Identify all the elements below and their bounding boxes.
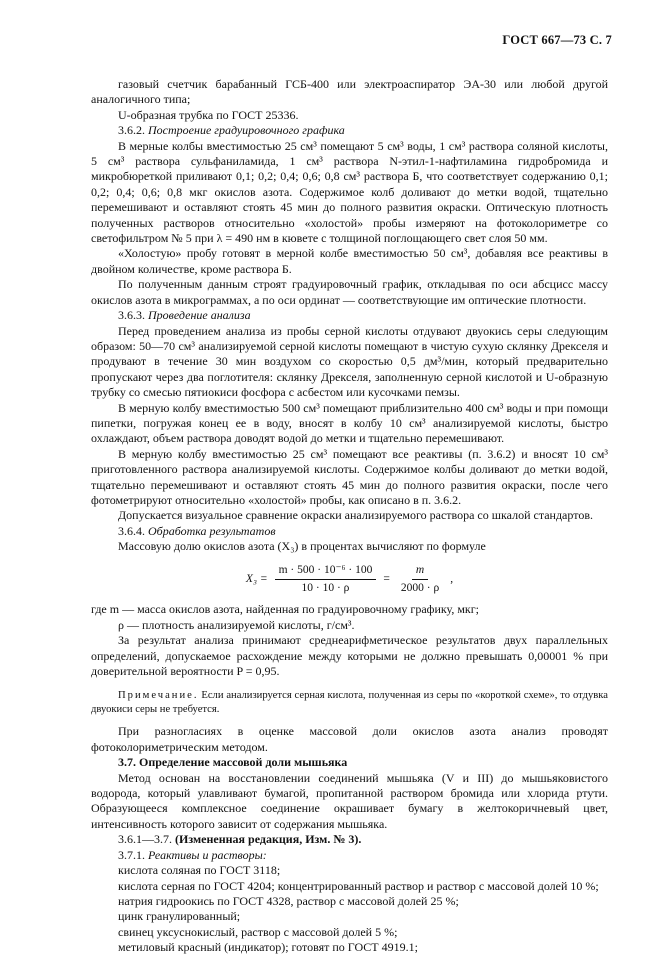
formula-where-1: где m — масса окислов азота, найденная по градуировочному графику, мкг;: [91, 602, 480, 617]
section-3-6-4-heading: [91, 524, 608, 539]
section-number: 3.6.4.: [118, 523, 145, 538]
document-body: [91, 77, 608, 956]
intro-line-1: газовый счетчик барабанный ГСБ-400 или электроаспиратор ЭА-30 или любой другой аналогичного типа;: [91, 77, 608, 107]
formula-fraction-2: [397, 563, 443, 597]
reagent-list: [91, 863, 608, 955]
section-3-6-3-heading: [91, 308, 608, 323]
note-text: Если анализируется серная кислота, полученная из серы по «короткой схеме», то отдувка двуокиси серы не требуется.: [91, 690, 608, 715]
amendment-number: 3.6.1—3.7.: [118, 832, 172, 847]
paragraph: При разногласиях в оценке массовой доли окислов азота анализ проводят фотоколориметрическим методом.: [91, 724, 608, 754]
paragraph: Перед проведением анализа из пробы серной кислоты отдувают двуокись серы следующим образом: 50—70 см³ анализируемой серной кислоты помещают в чистую сухую склянку Дрекселя и продувают в течение 30 мин воздухом со скоростью 0,5 дм³/мин, который предварительно пропускают через два поглотителя: склянку Дрекселя, заполненную серной кислотой и U-образную трубку со смесью пятиокиси фосфора с асбестом или кусочками пемзы.: [91, 323, 608, 400]
paragraph: В мерную колбу вместимостью 25 см³ помещают все реактивы (п. 3.6.2) и вносят 10 см³ приготовленного раствора анализируемой кислоты. Содержимое колбы доливают до метки водой, тщательно перемешивают и оставляют стоять 45 мин до полного развития окраски, после чего фотометрируют относительно «холостой» пробы, как описано в п. 3.6.2.: [91, 446, 608, 507]
paragraph: Метод основан на восстановлении соединений мышьяка (V и III) до мышьяковистого водорода, который улавливают бумагой, пропитанной раствором бромида или хлорида ртути. Образующееся комплексное соединение окрашивает бумагу в желтокоричневый цвет, интенсивность которого зависит от содержания мышьяка.: [91, 770, 608, 831]
note-label: Примечание.: [118, 690, 199, 702]
section-3-7-heading: 3.7. Определение массовой доли мышьяка: [118, 755, 348, 770]
formula: [91, 563, 608, 597]
list-item: свинец уксуснокислый, раствор с массовой долей 5 %;: [118, 924, 398, 939]
formula-numerator: m: [412, 563, 428, 580]
paragraph: Допускается визуальное сравнение окраски анализируемого раствора со шкалой стандартов.: [118, 508, 593, 523]
section-title: Обработка результатов: [148, 523, 276, 538]
section-number: 3.6.2.: [118, 123, 145, 138]
section-title: Построение градуировочного графика: [148, 123, 345, 138]
formula-where-2: ρ — плотность анализируемой кислоты, г/см³.: [118, 617, 355, 632]
formula-tail: ,: [450, 572, 454, 585]
formula-denominator: 10 · 10 · ρ: [301, 582, 350, 594]
section-number: 3.6.3.: [118, 308, 145, 323]
formula-fraction-1: [275, 563, 377, 597]
intro-line-2: U-образная трубка по ГОСТ 25336.: [118, 107, 299, 122]
formula-equals: =: [383, 572, 390, 585]
section-3-6-2-heading: [91, 123, 608, 138]
paragraph: В мерные колбы вместимостью 25 см³ помещают 5 см³ воды, 1 см³ раствора соляной кислоты, 5 см³ раствора сульфаниламида, 1 см³ раствора N-этил-1-нафтиламина гидробромида и микробюреткой приливают 0,1; 0,2; 0,4; 0,6; 0,8 см³ раствора Б, что соответствует содержанию 0,1; 0,2; 0,4; 0,6; 0,8 мкг окислов азота. Содержимое колб доливают до метки водой, тщательно перемешивают и оставляют стоять 45 мин до полного развития окраски. Оптическую плотность полученных растворов относительно «холостой» пробы измеряют на фотоколориметре со светофильтром № 5 при λ = 490 нм в кювете с толщиной поглощающего свет слоя 50 мм.: [91, 138, 608, 246]
amendment-line: [91, 832, 608, 847]
list-item: кислота серная по ГОСТ 4204; концентрированный раствор и раствор с массовой долей 10 %;: [118, 878, 599, 893]
formula-numerator: m · 500 · 10⁻⁶ · 100: [275, 563, 377, 580]
formula-lhs: X₃ =: [245, 572, 268, 585]
paragraph: В мерную колбу вместимостью 500 см³ помещают приблизительно 400 см³ воды и при помощи пипетки, погружая конец ее в воду, вносят в колбу 10 см³ анализируемой кислоты, быстро охлаждают, объем раствора доводят водой до метки и тщательно перемешивают.: [91, 400, 608, 446]
list-item: натрия гидроокись по ГОСТ 4328, раствор с массовой долей 25 %;: [118, 893, 459, 908]
list-item: цинк гранулированный;: [118, 909, 241, 924]
page-header: ГОСТ 667—73 С. 7: [502, 33, 612, 47]
section-number: 3.7.1.: [118, 847, 145, 862]
section-title: Проведение анализа: [148, 308, 251, 323]
amendment-text: (Измененная редакция, Изм. № 3).: [175, 832, 362, 847]
note: [91, 689, 608, 716]
paragraph: По полученным данным строят градуировочный график, откладывая по оси абсцисс массу окислов азота в микрограммах, а по оси ординат — соответствующие им оптические плотности.: [91, 277, 608, 307]
paragraph: «Холостую» пробу готовят в мерной колбе вместимостью 50 см³, добавляя все реактивы в двойном количестве, кроме раствора Б.: [91, 246, 608, 276]
list-item: кислота соляная по ГОСТ 3118;: [118, 863, 281, 878]
section-title: Реактивы и растворы:: [148, 847, 267, 862]
list-item: метиловый красный (индикатор); готовят по ГОСТ 4919.1;: [118, 940, 418, 955]
formula-denominator: 2000 · ρ: [400, 582, 440, 594]
paragraph: Массовую долю окислов азота (X₃) в процентах вычисляют по формуле: [118, 539, 486, 554]
paragraph: За результат анализа принимают среднеарифметическое результатов двух параллельных определений, допускаемое расхождение между которыми не должно превышать 0,00001 % при доверительной вероятности P = 0,95.: [91, 633, 608, 679]
section-3-7-1-heading: [91, 848, 608, 863]
